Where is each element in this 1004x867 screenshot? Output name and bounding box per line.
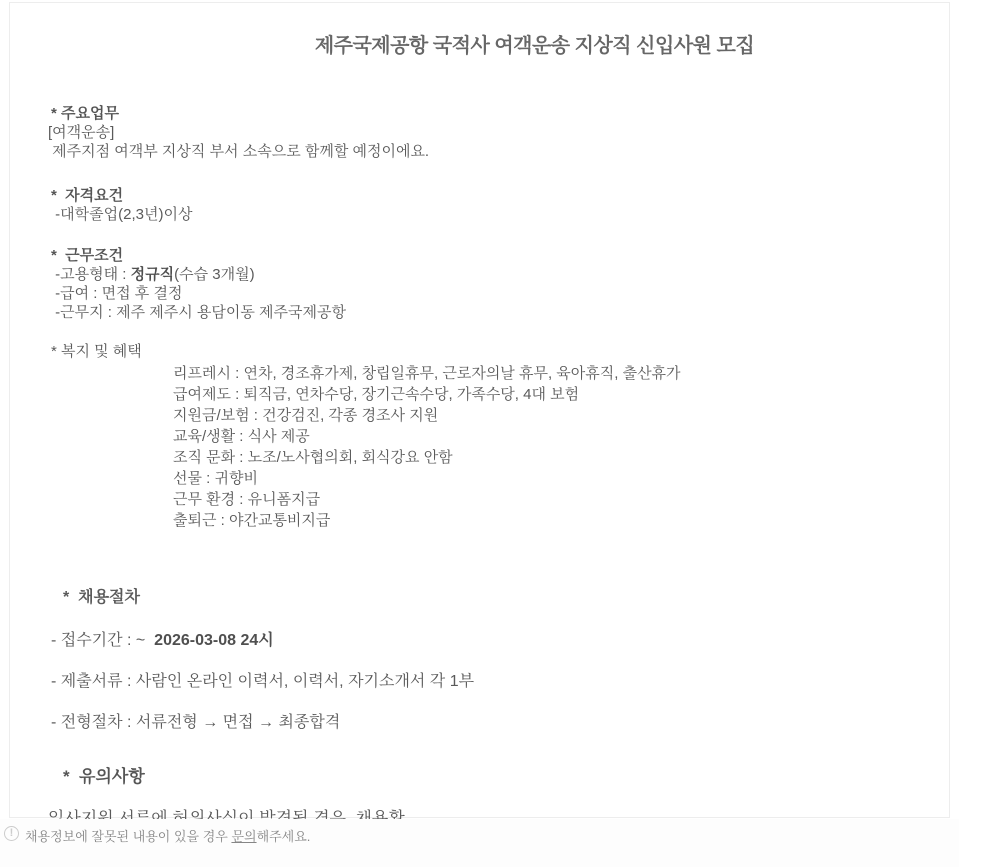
section-conditions bbox=[51, 246, 346, 322]
benefit-item: 교육/생활 : 식사 제공 bbox=[173, 428, 310, 445]
section-qualifications-heading: * 자격요건 bbox=[51, 187, 124, 204]
duties-line: 제주지점 여객부 지상직 부서 소속으로 함께할 예정이에요. bbox=[48, 143, 430, 160]
footer-message-prefix: 채용정보에 잘못된 내용이 있을 경우 bbox=[25, 829, 232, 844]
benefit-item: 급여제도 : 퇴직금, 연차수당, 장기근속수당, 가족수당, 4대 보험 bbox=[173, 386, 580, 403]
section-process-heading: * 채용절차 bbox=[63, 589, 140, 606]
footer-bar bbox=[0, 819, 959, 867]
benefit-item: 지원금/보험 : 건강검진, 각종 경조사 지원 bbox=[173, 407, 439, 424]
benefits-list bbox=[173, 363, 681, 531]
benefit-item: 조직 문화 : 노조/노사협의회, 회식강요 안함 bbox=[173, 449, 453, 466]
section-benefits-heading: * 복지 및 혜택 bbox=[51, 343, 142, 360]
benefit-item: 선물 : 귀향비 bbox=[173, 470, 258, 487]
period-deadline: 2026-03-08 24시 bbox=[154, 632, 274, 649]
section-duties-heading: * 주요업무 bbox=[51, 105, 119, 122]
info-exclamation-icon: ! bbox=[4, 826, 19, 841]
employment-suffix: (수습 3개월) bbox=[174, 266, 255, 283]
section-conditions-heading: * 근무조건 bbox=[51, 247, 124, 264]
page-title: 제주국제공항 국적사 여객운송 지상직 신입사원 모집 bbox=[314, 35, 755, 57]
process-period-line bbox=[51, 627, 274, 650]
employment-type: 정규직 bbox=[130, 266, 175, 283]
benefit-item: 근무 환경 : 유니폼지급 bbox=[173, 491, 321, 508]
benefit-item: 출퇴근 : 야간교통비지급 bbox=[173, 512, 331, 529]
benefit-item: 리프레시 : 연차, 경조휴가제, 창립일휴무, 근로자의날 휴무, 육아휴직, 출산휴가 bbox=[173, 365, 681, 382]
process-steps-line: - 전형절차 : 서류전형 → 면접 → 최종합격 bbox=[51, 714, 341, 731]
employment-prefix: -고용형태 : bbox=[51, 266, 131, 283]
section-notice-heading: * 유의사항 bbox=[63, 767, 145, 786]
conditions-line: -근무지 : 제주 제주시 용담이동 제주국제공항 bbox=[51, 304, 346, 321]
conditions-employment-line bbox=[51, 265, 346, 284]
period-prefix: - 접수기간 : ~ bbox=[51, 632, 155, 649]
qualifications-line: -대학졸업(2,3년)이상 bbox=[51, 206, 193, 223]
conditions-line: -급여 : 면접 후 결정 bbox=[51, 285, 183, 302]
duties-line: [여객운송] bbox=[48, 124, 115, 141]
footer-message-suffix: 해주세요. bbox=[256, 829, 311, 844]
inquiry-link[interactable]: 문의 bbox=[231, 829, 257, 844]
section-benefits bbox=[51, 342, 142, 361]
process-documents-line: - 제출서류 : 사람인 온라인 이력서, 이력서, 자기소개서 각 1부 bbox=[51, 673, 475, 690]
footer-message bbox=[25, 826, 310, 845]
job-posting-document bbox=[9, 2, 950, 818]
section-duties bbox=[48, 104, 430, 161]
section-qualifications bbox=[51, 186, 192, 224]
